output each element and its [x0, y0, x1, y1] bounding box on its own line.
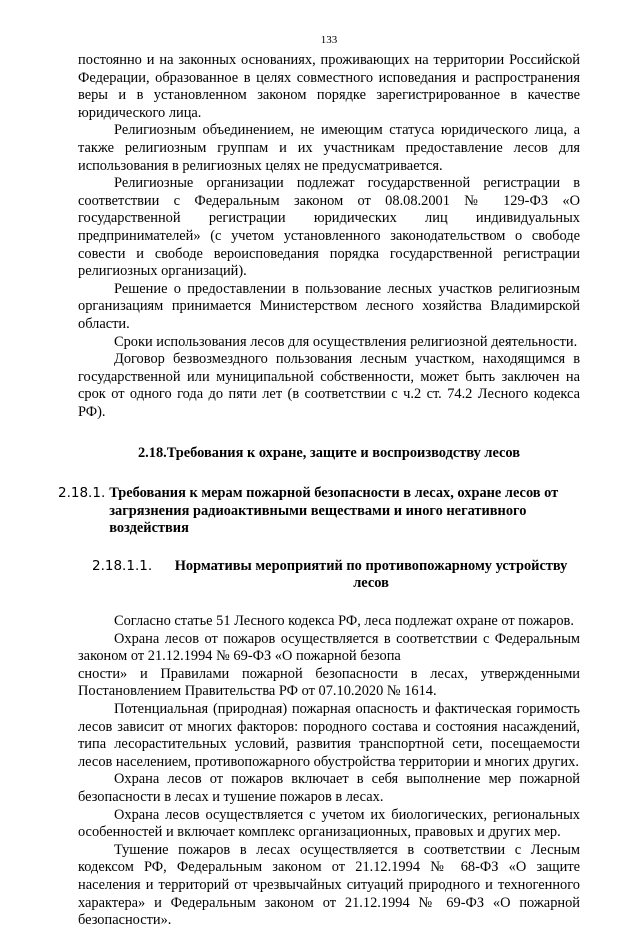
- section-number: 2.18.: [137, 445, 167, 462]
- section-heading-2-18-1: [58, 485, 580, 538]
- paragraph: постоянно и на законных основаниях, проживающих на территории Российской Федерации, образованное в целях совместного исповедания и распространения веры и в установленном законом порядке зарегистрированное в качестве юридического лица.: [78, 52, 580, 121]
- section-number: 2.18.1.1.: [92, 557, 153, 574]
- paragraph: Согласно статье 51 Лесного кодекса РФ, леса подлежат охране от пожаров.: [114, 613, 574, 630]
- body-text-bottom: [78, 613, 580, 930]
- section-heading-2-18-1-1: [92, 558, 580, 593]
- paragraph: Религиозные организации подлежат государственной регистрации в соответствии с Федеральным законом от 08.08.2001 № 129-ФЗ «О государственной регистрации юридических лиц индивидуальных предпринимателей» (с учетом установленного законодательством о свободе совести и свободе вероисповедания порядка государственной регистрации религиозных организаций).: [78, 175, 580, 280]
- paragraph: Потенциальная (природная) пожарная опасность и фактическая горимость лесов зависит от многих факторов: породного состава и состояния насаждений, типа лесорастительных условий, развития транспортной сети, посещаемости лесов населением, противопожарного обустройства территории и многих других.: [78, 701, 580, 770]
- paragraph: Договор безвозмездного пользования лесным участком, находящимся в государственной или муниципальной собственности, может быть заключен на срок от одного года до пяти лет (в соответствии с ч.2 ст. 74.2 Лесного кодекса РФ).: [78, 351, 580, 420]
- paragraph: Сроки использования лесов для осуществления религиозной деятельности.: [114, 333, 578, 350]
- page-number: 133: [320, 34, 338, 46]
- section-number: 2.18.1.: [58, 485, 106, 502]
- section-title: Требования к охране, защите и воспроизводству лесов: [166, 445, 521, 462]
- section-title: Требования к мерам пожарной безопасности в лесах, охране лесов от загрязнения радиоактивными веществами и иного негативного воздействия: [109, 485, 559, 537]
- body-text-top: [78, 52, 580, 421]
- paragraph: Религиозным объединением, не имеющим статуса юридического лица, а также религиозным группам и их участникам предоставление лесов для использования в религиозных целях не предусматривается.: [78, 122, 580, 174]
- paragraph: Решение о предоставлении в пользование лесных участков религиозным организациям принимается Министерством лесного хозяйства Владимирской области.: [78, 280, 580, 332]
- paragraph: Охрана лесов от пожаров осуществляется в соответствии с Федеральным законом от 21.12.1994 № 69-ФЗ «О пожарной безопа: [78, 630, 580, 665]
- paragraph: сности» и Правилами пожарной безопасности в лесах, утвержденными Постановлением Правительства РФ от 07.10.2020 № 1614.: [78, 665, 580, 700]
- section-heading-2-18: [78, 445, 580, 463]
- paragraph: Тушение пожаров в лесах осуществляется в соответствии с Лесным кодексом РФ, Федеральным законом от 21.12.1994 № 68-ФЗ «О защите населения и территорий от чрезвычайных ситуаций природного и техногенного характера» и Федеральным законом от 21.12.1994 № 69-ФЗ «О пожарной безопасности».: [78, 841, 580, 929]
- section-title: Нормативы мероприятий по противопожарному устройству лесов: [174, 557, 568, 592]
- paragraph: Охрана лесов от пожаров включает в себя выполнение мер пожарной безопасности в лесах и тушение пожаров в лесах.: [78, 771, 580, 805]
- paragraph: Охрана лесов осуществляется с учетом их биологических, региональных особенностей и включает комплекс организационных, правовых и других мер.: [78, 806, 580, 841]
